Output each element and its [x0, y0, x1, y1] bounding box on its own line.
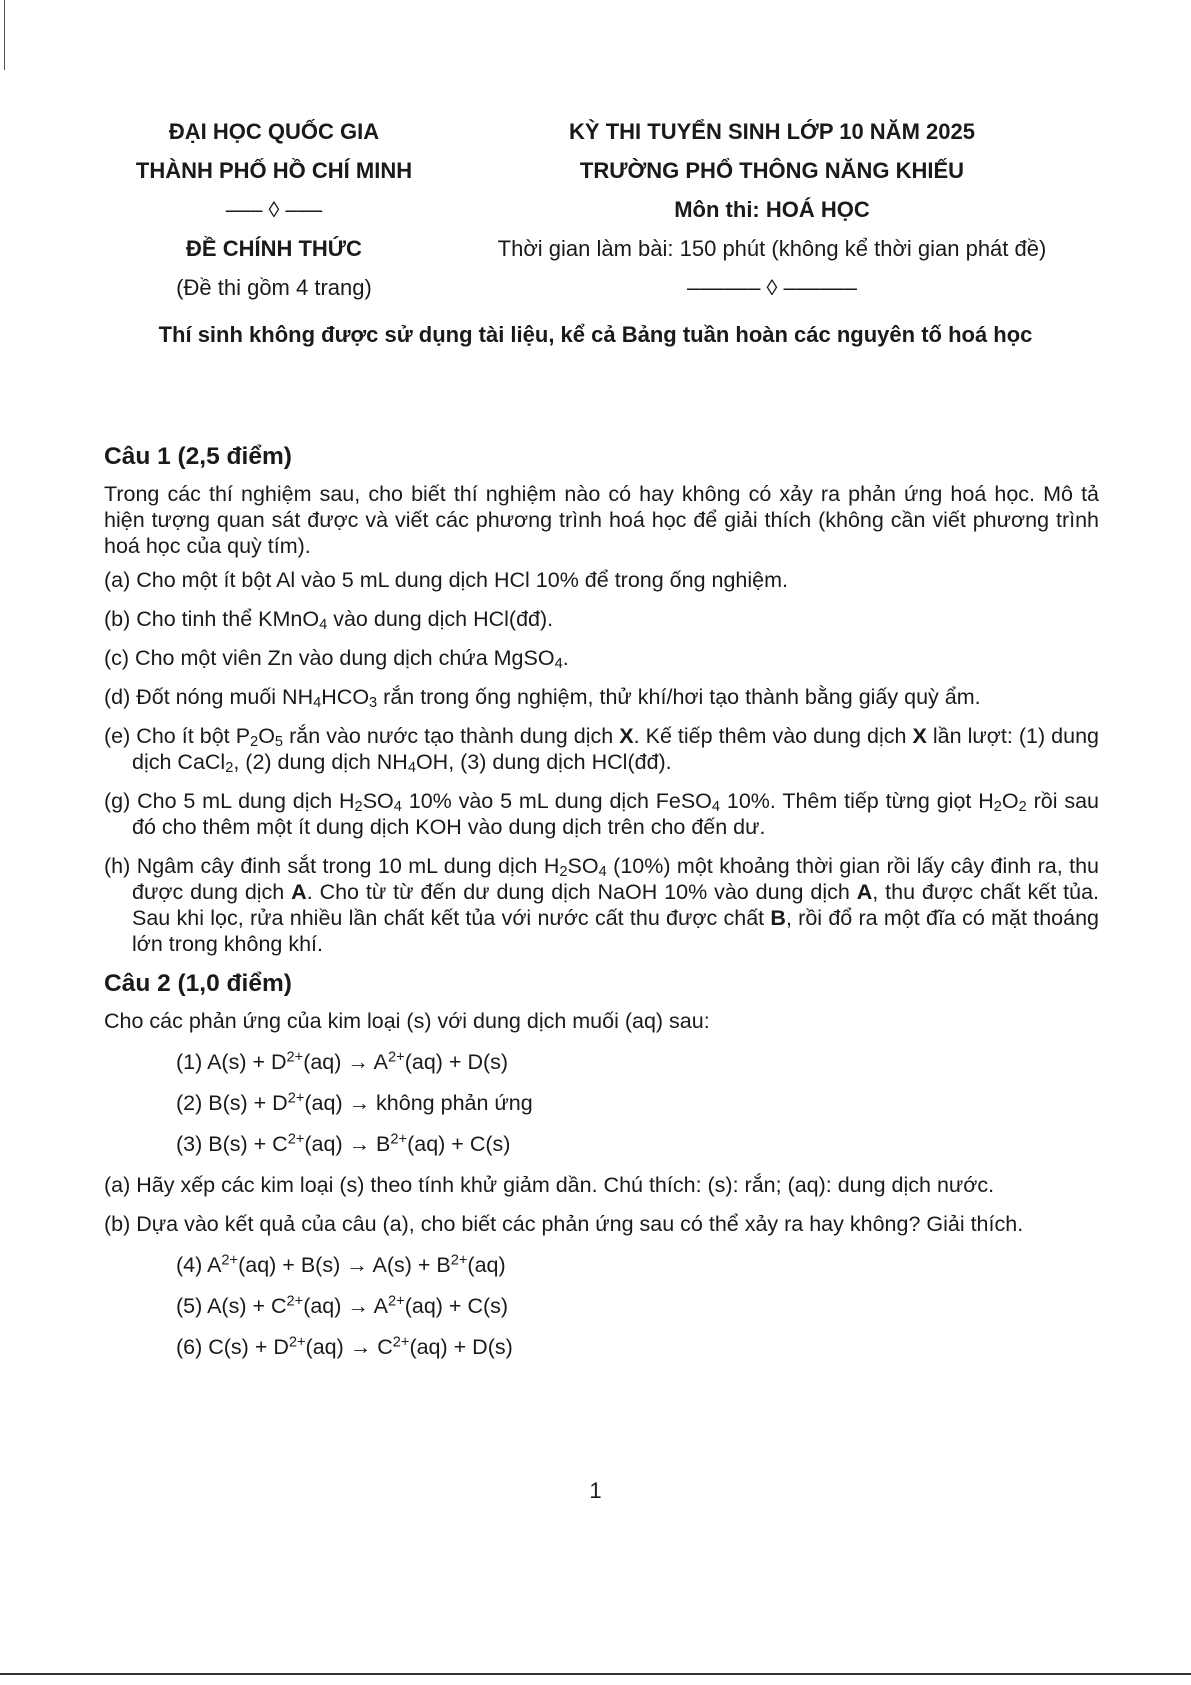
q1-item-a: (a) Cho một ít bột Al vào 5 mL dung dịch HCl 10% để trong ống nghiệm. — [104, 568, 789, 592]
q1-item-c: (c) Cho một viên Zn vào dung dịch chứa MgSO$_4$. — [104, 646, 569, 672]
q2-item-a: (a) Hãy xếp các kim loại (s) theo tính khử giảm dần. Chú thích: (s): rắn; (aq): dung dịch nước. — [104, 1173, 995, 1197]
exam-content — [104, 443, 1099, 1375]
page-number: 1 — [589, 1478, 602, 1503]
question-2-intro: Cho các phản ứng của kim loại (s) với dung dịch muối (aq) sau: — [104, 1009, 710, 1033]
exam-title: KỲ THI TUYỂN SINH LỚP 10 NĂM 2025 — [569, 119, 975, 144]
q1-item-b: (b) Cho tinh thể KMnO$_4$ vào dung dịch HCl(đđ). — [104, 607, 554, 633]
school-name: TRƯỜNG PHỔ THÔNG NĂNG KHIẾU — [579, 158, 965, 183]
scan-edge-line — [4, 0, 5, 70]
reaction-4: (4) $A^{2+}(aq) + B(s) \to A(s) + B^{2+}(aq)$ — [176, 1252, 506, 1277]
university-name: ĐẠI HỌC QUỐC GIA — [168, 119, 380, 144]
question-1-title: Câu 1 (2,5 điểm) — [104, 443, 292, 470]
exam-subject: Môn thi: HOÁ HỌC — [674, 197, 870, 222]
page-count-note: (Đề thi gồm 4 trang) — [176, 275, 372, 300]
question-2-title: Câu 2 (1,0 điểm) — [104, 970, 292, 997]
no-materials-warning: Thí sinh không được sử dụng tài liệu, kể cả Bảng tuần hoàn các nguyên tố hoá học — [158, 322, 1033, 347]
header-right-separator: –––––– ◊ –––––– — [687, 275, 857, 300]
question-1-intro: Trong các thí nghiệm sau, cho biết thí nghiệm nào có hay không có xảy ra phản ứng hoá học. Mô tả hiện tượng quan sát được và viết các phương trình hoá học để giải thích (không cần viết phương trình hoá học của quỳ tím). — [104, 482, 1099, 558]
reaction-5: (5) $A(s) + C^{2+}(aq) \to A^{2+}(aq) + C(s)$ — [176, 1293, 509, 1318]
q1-item-g: (g) Cho 5 mL dung dịch $H_2SO_4$ 10% vào 5 mL dung dịch FeSO$_4$ 10%. Thêm tiếp từng giọt $H_2O_2$ rồi sau đó cho thêm một ít dung dịch KOH vào dung dịch trên cho đến dư. — [104, 789, 1099, 839]
q1-item-e: (e) Cho ít bột $P_2O_5$ rắn vào nước tạo thành dung dịch X. Kế tiếp thêm vào dung dịch X lần lượt: (1) dung dịch CaCl$_2$, (2) dung dịch $NH_4OH$, (3) dung dịch HCl(đđ). — [104, 724, 1100, 776]
city-name: THÀNH PHỐ HỒ CHÍ MINH — [135, 158, 413, 183]
scan-bottom-line — [0, 1673, 1191, 1675]
q1-item-h: (h) Ngâm cây đinh sắt trong 10 mL dung dịch $H_2SO_4$ (10%) một khoảng thời gian rồi lấy cây đinh ra, thu được dung dịch A. Cho từ từ đến dư dung dịch NaOH 10% vào dung dịch A, thu được chất kết tủa. Sau khi lọc, rửa nhiều lần chất kết tủa với nước cất thu được chất B, rồi đổ ra một đĩa có mặt thoáng lớn trong không khí. — [104, 854, 1100, 956]
reaction-2: (2) $B(s) + D^{2+}(aq)$ → không phản ứng — [176, 1090, 533, 1115]
reaction-3: (3) $B(s) + C^{2+}(aq) \to B^{2+}(aq) + C(s)$ — [176, 1131, 511, 1156]
reaction-6: (6) $C(s) + D^{2+}(aq) \to C^{2+}(aq) + D(s)$ — [176, 1334, 513, 1359]
q2-item-b: (b) Dựa vào kết quả của câu (a), cho biết các phản ứng sau có thể xảy ra hay không? Giải thích. — [104, 1212, 1024, 1236]
q1-item-d: (d) Đốt nóng muối $NH_4HCO_3$ rắn trong ống nghiệm, thử khí/hơi tạo thành bằng giấy quỳ ẩm. — [104, 685, 981, 711]
header-right — [462, 112, 1082, 307]
exam-duration: Thời gian làm bài: 150 phút (không kể thời gian phát đề) — [497, 236, 1047, 261]
reaction-1: (1) $A(s) + D^{2+}(aq) \to A^{2+}(aq) + D(s)$ — [176, 1049, 509, 1074]
official-label: ĐỀ CHÍNH THỨC — [186, 236, 362, 261]
header-left — [96, 112, 452, 307]
header-left-separator: ––– ◊ ––– — [225, 197, 323, 222]
